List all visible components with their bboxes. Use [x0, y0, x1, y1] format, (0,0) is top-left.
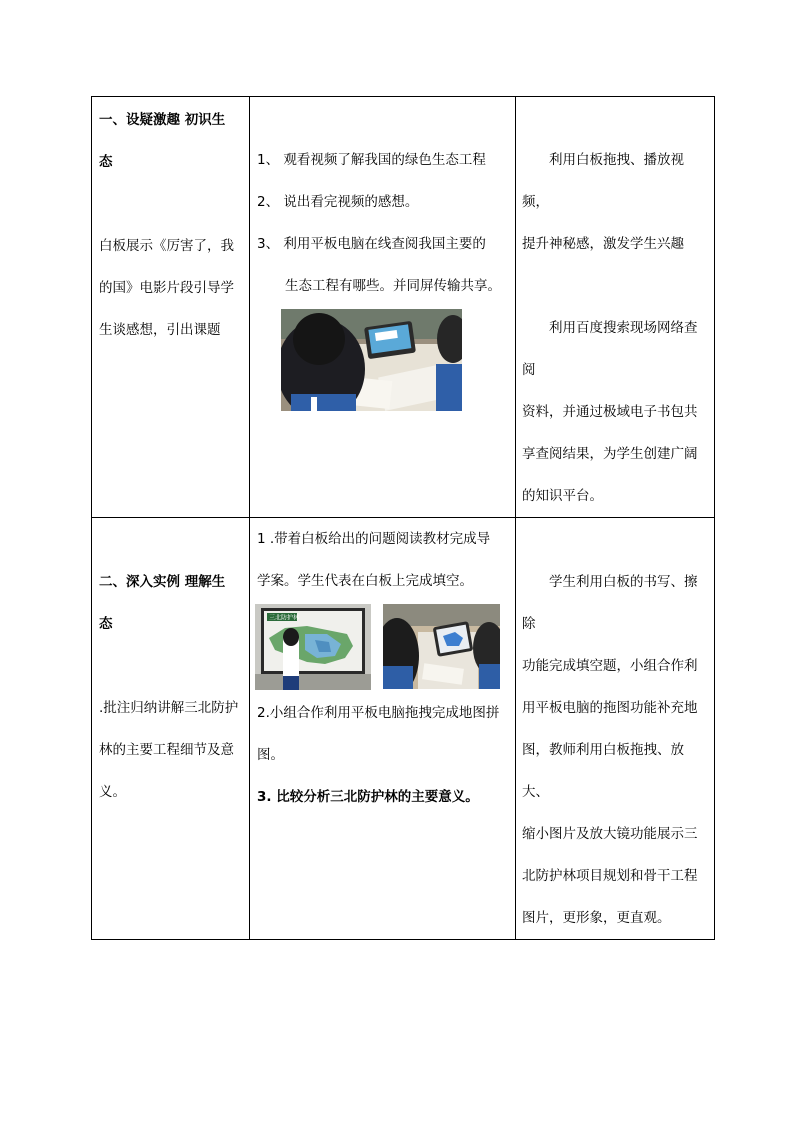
intent-text: 利用百度搜索现场网络查阅 — [522, 320, 698, 378]
stage-description: .批注归纳讲解三北防护 — [99, 700, 239, 716]
intent-text: 资料，并通过极域电子书包共 — [522, 404, 698, 420]
stage-description: 林的主要工程细节及意 — [99, 742, 234, 758]
stage-title: 一、设疑激趣 初识生 — [99, 112, 226, 128]
intent-text: 学生利用白板的书写、擦除 — [522, 574, 698, 632]
intent-text: 图片，更形象，更直观。 — [522, 910, 671, 926]
intent-text: 享查阅结果，为学生创建广阔 — [522, 446, 698, 462]
map-title-label: 三北防护林 — [269, 614, 300, 622]
intent-text: 用平板电脑的拖图功能补充地 — [522, 700, 698, 716]
stage-description: 的国》电影片段引导学 — [99, 280, 234, 296]
intent-text: 提升神秘感，激发学生兴趣 — [522, 236, 684, 252]
stage-cell — [92, 97, 250, 518]
intent-text: 北防护林项目规划和骨干工程 — [522, 868, 698, 884]
intent-text: 的知识平台。 — [522, 488, 603, 504]
whiteboard-photo-illustration — [255, 604, 371, 690]
intent-cell — [516, 97, 715, 518]
table-row — [92, 97, 715, 518]
activity-item: 生态工程有哪些。并同屏传输共享。 — [285, 278, 501, 294]
stage-description: 义。 — [99, 784, 126, 800]
tablet-class-photo — [281, 309, 462, 411]
activity-item: 3、 利用平板电脑在线查阅我国主要的 — [257, 236, 486, 252]
stage-description: 生谈感想，引出课题 — [99, 322, 221, 338]
stage-cell — [92, 518, 250, 940]
activity-item: 2、 说出看完视频的感想。 — [257, 194, 419, 210]
stage-title: 态 — [99, 616, 113, 632]
whiteboard-map-photo — [255, 604, 371, 690]
intent-text: 图，教师利用白板拖拽、放大、 — [522, 742, 684, 800]
intent-text: 缩小图片及放大镜功能展示三 — [522, 826, 698, 842]
tablet-map-illustration — [383, 604, 500, 689]
tablet-map-photo — [383, 604, 500, 689]
activity-item: 1、 观看视频了解我国的绿色生态工程 — [257, 152, 486, 168]
activity-item: 1 .带着白板给出的问题阅读教材完成导 — [257, 531, 491, 547]
stage-title: 态 — [99, 154, 113, 170]
activity-cell — [250, 518, 516, 940]
intent-text: 利用白板拖拽、播放视频， — [522, 152, 684, 210]
activity-cell — [250, 97, 516, 518]
stage-title: 二、深入实例 理解生 — [99, 574, 226, 590]
activity-item: 2.小组合作利用平板电脑拖拽完成地图拼 — [257, 705, 500, 721]
lesson-table — [91, 96, 715, 940]
activity-item: 图。 — [257, 747, 284, 763]
intent-text: 功能完成填空题，小组合作利 — [522, 658, 698, 674]
intent-cell — [516, 518, 715, 940]
stage-description: 白板展示《厉害了，我 — [99, 238, 234, 254]
activity-item: 3. 比较分析三北防护林的主要意义。 — [257, 789, 479, 805]
activity-photos — [250, 602, 515, 692]
table-row — [92, 518, 715, 940]
activity-item: 学案。学生代表在白板上完成填空。 — [257, 573, 473, 589]
tablet-photo-illustration — [281, 309, 462, 411]
